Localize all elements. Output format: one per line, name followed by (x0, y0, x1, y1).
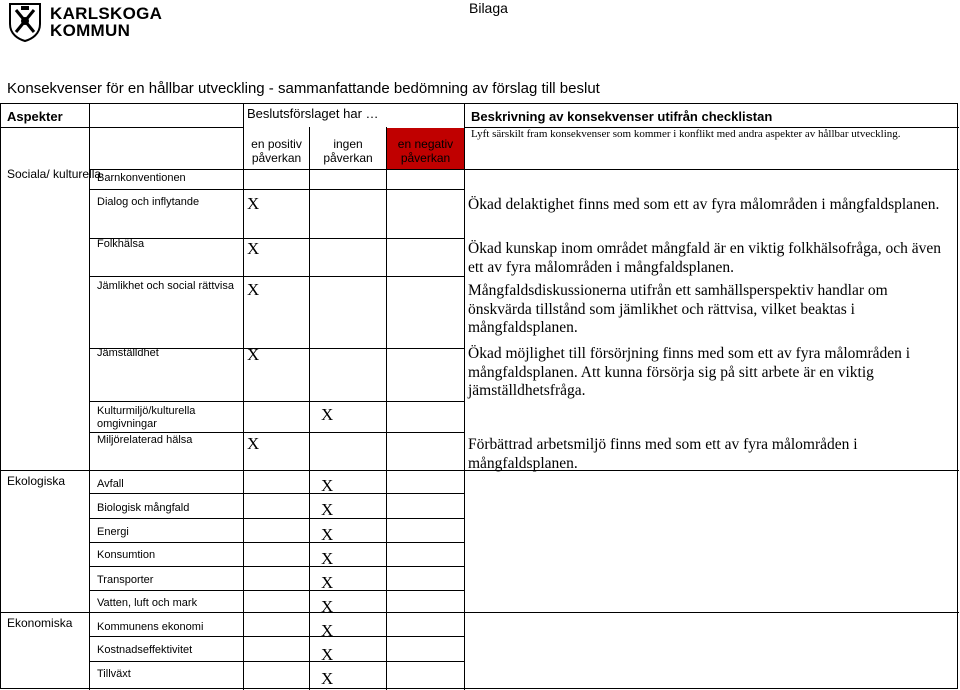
logo-line2: KOMMUN (50, 21, 131, 40)
row-description: Ökad kunskap inom området mångfald är en viktig folkhälsofråga, och även ett av fyra målområden i mångfaldsplanen. (468, 240, 942, 276)
row-label: Kulturmiljö/kulturella omgivningar (97, 405, 196, 430)
row-label: Tillväxt (97, 668, 131, 680)
category-social: Sociala/ kulturella (7, 167, 102, 181)
row-description: Ökad delaktighet finns med som ett av fyra målområden i mångfaldsplanen. (468, 196, 940, 213)
row-label: Avfall (97, 478, 124, 490)
karlskoga-logo (8, 2, 248, 42)
impact-mark-none: X (321, 645, 334, 664)
row-label: Miljörelaterad hälsa (97, 434, 193, 446)
row-description: Mångfaldsdiskussionerna utifrån ett samhällsperspektiv handlar om önskvärda tillstånd som jämlikhet och rättvisa, vilket beaktas i mångfaldsplanen. (468, 282, 888, 336)
impact-mark-positive: X (247, 345, 260, 364)
impact-mark-none: X (321, 549, 334, 568)
impact-mark-positive: X (247, 239, 260, 258)
coat-of-arms-icon (8, 2, 42, 42)
impact-positive-header: en positiv påverkan (251, 137, 302, 165)
description-note: Lyft särskilt fram konsekvenser som kommer i konflikt med andra aspekter av hållbar utveckling. (471, 128, 901, 140)
impact-mark-positive: X (247, 280, 260, 299)
row-description: Förbättrad arbetsmiljö finns med som ett av fyra målområden i mångfaldsplanen. (468, 436, 858, 472)
row-label: Energi (97, 526, 129, 538)
aspects-header: Aspekter (7, 109, 63, 124)
row-label: Jämställdhet (97, 347, 159, 359)
impact-mark-none: X (321, 597, 334, 616)
impact-negative-header: en negativ påverkan (397, 137, 454, 165)
row-label: Kostnadseffektivitet (97, 644, 193, 656)
appendix-label: Bilaga (469, 0, 508, 16)
impact-mark-none: X (321, 669, 334, 688)
proposal-header: Beslutsförslaget har … (247, 106, 379, 121)
impact-mark-none: X (321, 525, 334, 544)
category-ecological: Ekologiska (7, 474, 66, 488)
impact-mark-none: X (321, 476, 334, 495)
assessment-table (0, 103, 958, 689)
row-label: Konsumtion (97, 549, 156, 561)
row-label: Jämlikhet och social rättvisa (97, 280, 234, 292)
row-label: Biologisk mångfald (97, 502, 190, 514)
row-label: Kommunens ekonomi (97, 621, 204, 633)
row-label: Dialog och inflytande (97, 196, 200, 208)
impact-mark-positive: X (247, 434, 260, 453)
impact-mark-none: X (321, 405, 334, 424)
impact-negative-header-cell (387, 128, 464, 169)
impact-mark-positive: X (247, 194, 260, 213)
row-label: Vatten, luft och mark (97, 597, 198, 609)
row-label: Folkhälsa (97, 238, 145, 250)
impact-mark-none: X (321, 500, 334, 519)
impact-mark-none: X (321, 621, 334, 640)
description-header: Beskrivning av konsekvenser utifrån checklistan (471, 109, 773, 124)
impact-none-header: ingen påverkan (323, 137, 373, 165)
page-title: Konsekvenser för en hållbar utveckling - sammanfattande bedömning av förslag till beslut (7, 80, 600, 97)
row-label: Transporter (97, 574, 154, 586)
logo-line1: KARLSKOGA (50, 4, 163, 23)
impact-mark-none: X (321, 573, 334, 592)
row-description: Ökad möjlighet till försörjning finns med som ett av fyra målområden i mångfaldsplanen. Att kunna försörja sig på sitt arbete är en viktig jämställdhetsfråga. (468, 345, 911, 399)
category-economic: Ekonomiska (7, 616, 73, 630)
row-label: Barnkonventionen (97, 172, 186, 184)
